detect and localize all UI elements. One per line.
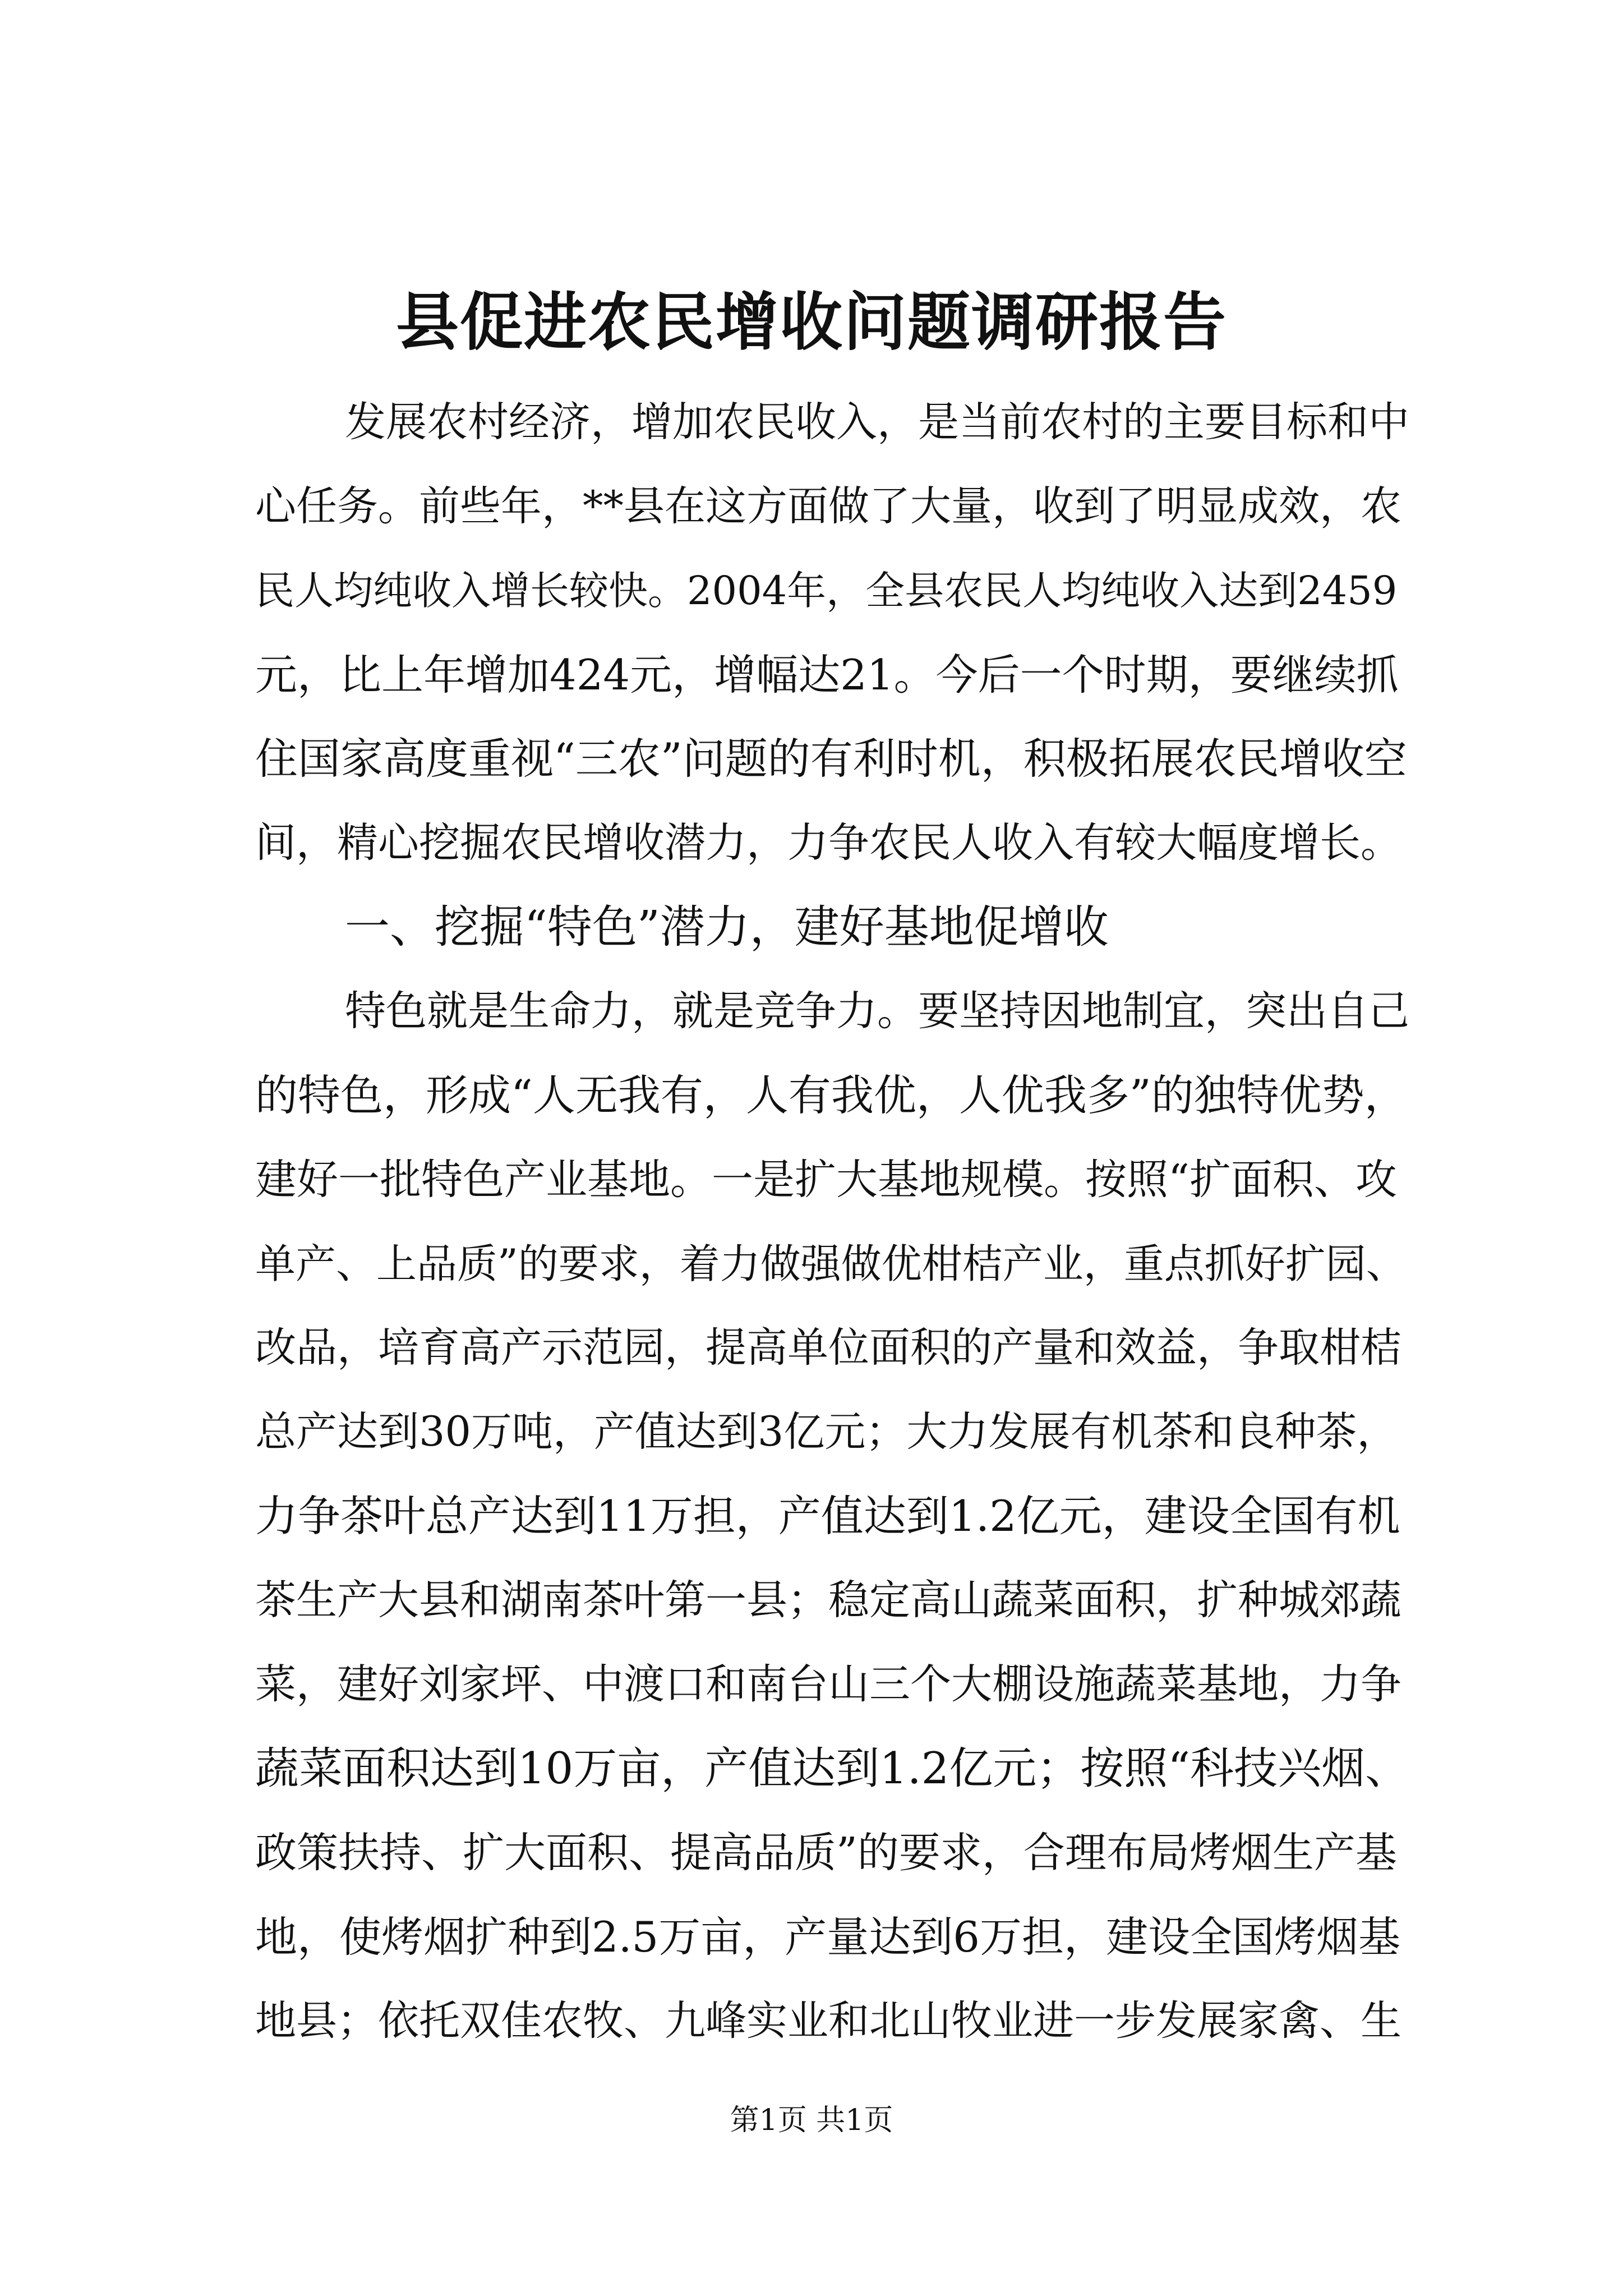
- paragraph-line: 政策扶持、扩大面积、提高品质”的要求，合理布局烤烟生产基: [255, 1829, 1397, 1877]
- paragraph-line: 住国家高度重视“三农”问题的有利时机，积极拓展农民增收空: [255, 734, 1407, 784]
- paragraph-line: 蔬菜面积达到10万亩，产值达到1.2亿元；按照“科技兴烟、: [255, 1743, 1409, 1794]
- paragraph-line: 菜，建好刘家坪、中渡口和南台山三个大棚设施蔬菜基地，力争: [255, 1660, 1401, 1708]
- paragraph-line: 地县；依托双佳农牧、九峰实业和北山牧业进一步发展家禽、生: [255, 1997, 1401, 2045]
- paragraph-line: 间，精心挖掘农民增收潜力，力争农民人收入有较大幅度增长。: [255, 819, 1401, 867]
- paragraph-line: 力争茶叶总产达到11万担，产值达到1.2亿元，建设全国有机: [255, 1491, 1400, 1541]
- paragraph-line: 改品，培育高产示范园，提高单位面积的产量和效益，争取柑桔: [255, 1324, 1401, 1372]
- section-heading: 一、挖掘“特色”潜力，建好基地促增收: [345, 901, 1109, 953]
- page-footer: 第1页 共1页: [730, 2104, 893, 2137]
- paragraph-line: 元，比上年增加424元，增幅达21。今后一个时期，要继续抓: [255, 650, 1399, 700]
- paragraph-line: 建好一批特色产业基地。一是扩大基地规模。按照“扩面积、攻: [255, 1156, 1397, 1204]
- paragraph-line: 茶生产大县和湖南茶叶第一县；稳定高山蔬菜面积，扩种城郊蔬: [255, 1576, 1401, 1624]
- paragraph-line: 单产、上品质”的要求，着力做强做优柑桔产业，重点抓好扩园、: [255, 1240, 1407, 1287]
- paragraph-line: 地，使烤烟扩种到2.5万亩，产量达到6万担，建设全国烤烟基: [255, 1912, 1400, 1962]
- document-body: [255, 380, 1410, 2063]
- paragraph-line: 心任务。前些年，**县在这方面做了大量，收到了明显成效，农: [255, 482, 1401, 530]
- document-title: 县促进农民增收问题调研报告: [396, 286, 1227, 359]
- paragraph-line: 特色就是生命力，就是竞争力。要坚持因地制宜，突出自己: [345, 987, 1409, 1035]
- paragraph-line: 发展农村经济，增加农民收入，是当前农村的主要目标和中: [345, 398, 1409, 446]
- paragraph-line: 的特色，形成“人无我有，人有我优，人优我多”的独特优势，: [255, 1070, 1407, 1120]
- paragraph-line: 民人均纯收入增长较快。2004年，全县农民人均纯收入达到2459: [255, 568, 1398, 614]
- paragraph-line: 总产达到30万吨，产值达到3亿元；大力发展有机茶和良种茶，: [255, 1408, 1398, 1456]
